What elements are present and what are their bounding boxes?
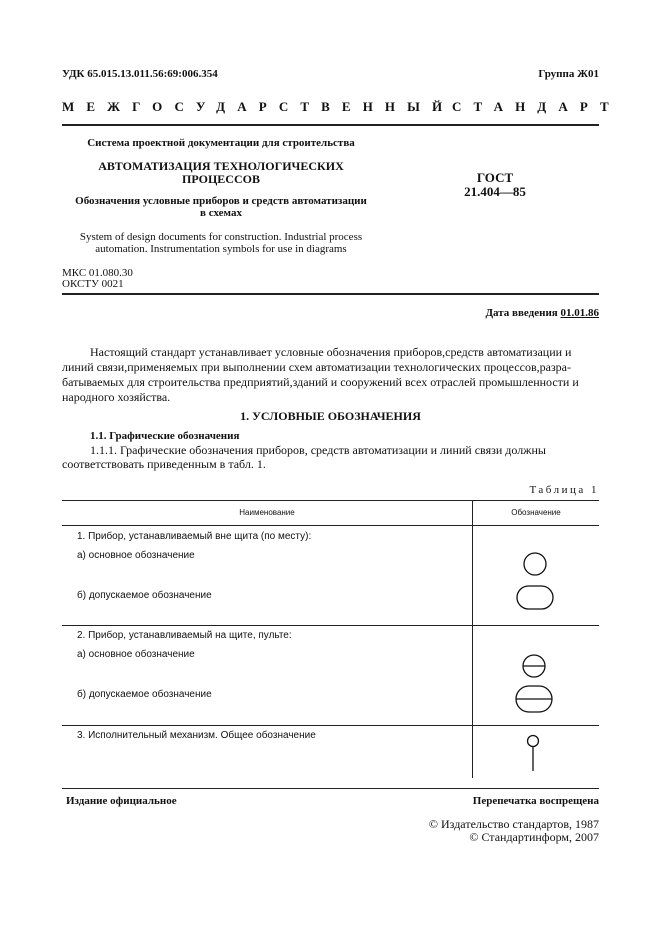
effective-date-value: 01.01.86 — [560, 307, 599, 319]
english-title-line2: automation. Instrumentation symbols for use in diagrams — [95, 243, 347, 255]
table-row-item: б) допускаемое обозначение — [77, 590, 212, 601]
section-line: 1.1.1. Графические обозначения приборов, средств автоматизации и линий связи должны — [90, 443, 546, 457]
banner-left: МЕЖГОСУДАРСТВЕННЫЙ — [62, 99, 455, 114]
doc-title-line1: АВТОМАТИЗАЦИЯ ТЕХНОЛОГИЧЕСКИХ — [98, 159, 344, 173]
table-caption: Таблица 1 — [529, 484, 599, 496]
table-row-title: 3. Исполнительный механизм. Общее обозначение — [77, 730, 316, 741]
section-paragraph — [62, 443, 599, 471]
intro-line: Настоящий стандарт устанавливает условные обозначения приборов,средств автоматизации и — [90, 345, 572, 359]
panel-instrument-circle-icon — [523, 655, 545, 677]
banner-rule — [62, 124, 599, 126]
okstu-code: ОКСТУ 0021 — [62, 278, 124, 290]
group-code: Группа Ж01 — [538, 68, 599, 80]
edition-note: Издание официальное — [66, 795, 177, 807]
panel-instrument-oval-icon — [516, 686, 552, 712]
field-instrument-oval-icon — [517, 586, 553, 609]
banner-right: СТАНДАРТ — [452, 99, 621, 114]
table-row-item: а) основное обозначение — [77, 550, 195, 561]
field-instrument-circle-icon — [524, 553, 546, 575]
row1-symbols — [473, 526, 599, 625]
doc-title-line2: ПРОЦЕССОВ — [182, 172, 260, 186]
table-row-item: а) основное обозначение — [77, 649, 195, 660]
gost-number: 21.404—85 — [464, 184, 526, 199]
table-row-title: 2. Прибор, устанавливаемый на щите, пульте: — [77, 630, 292, 641]
doc-subtitle-line1: Обозначения условные приборов и средств автоматизации — [75, 195, 367, 207]
row2-symbols — [473, 626, 599, 725]
title-block-rule — [62, 293, 599, 295]
effective-date — [485, 307, 599, 319]
effective-date-label: Дата введения — [485, 307, 558, 319]
intro-line: народного хозяйства. — [62, 390, 171, 404]
reprint-note: Перепечатка воспрещена — [472, 795, 599, 807]
doc-subtitle-line2: в схемах — [200, 207, 242, 219]
table-row-title: 1. Прибор, устанавливаемый вне щита (по месту): — [77, 531, 312, 542]
actuator-icon — [528, 736, 539, 772]
udk-code: УДК 65.015.13.011.56:69:006.354 — [62, 68, 218, 80]
footer-rule — [62, 788, 599, 789]
table-row-item: б) допускаемое обозначение — [77, 689, 212, 700]
copyright-line1: © Издательство стандартов, 1987 — [428, 817, 599, 831]
section-heading: 1. УСЛОВНЫЕ ОБОЗНАЧЕНИЯ — [240, 409, 421, 423]
section-line: соответствовать приведенным в табл. 1. — [62, 457, 266, 471]
english-title-line1: System of design documents for construction. Industrial process — [79, 231, 363, 243]
column-header-symbol: Обозначение — [511, 508, 561, 517]
column-header-name: Наименование — [239, 508, 295, 517]
system-title: Система проектной документации для строительства — [87, 137, 355, 149]
copyright-line2: © Стандартинформ, 2007 — [469, 830, 599, 844]
intro-line: линий связи,применяемых при выполнении схем автоматизации технологических процессов,разра- — [62, 360, 572, 374]
intro-line: батываемых для строительства предприятий,зданий и сооружений всех отраслей промышленности и — [62, 375, 579, 389]
mks-code: МКС 01.080.30 — [62, 267, 133, 279]
table-top-rule — [62, 500, 599, 501]
row3-symbols — [473, 726, 599, 778]
gost-label: ГОСТ — [476, 170, 514, 185]
intro-paragraph — [62, 345, 599, 405]
subsection-heading: 1.1. Графические обозначения — [90, 430, 240, 442]
